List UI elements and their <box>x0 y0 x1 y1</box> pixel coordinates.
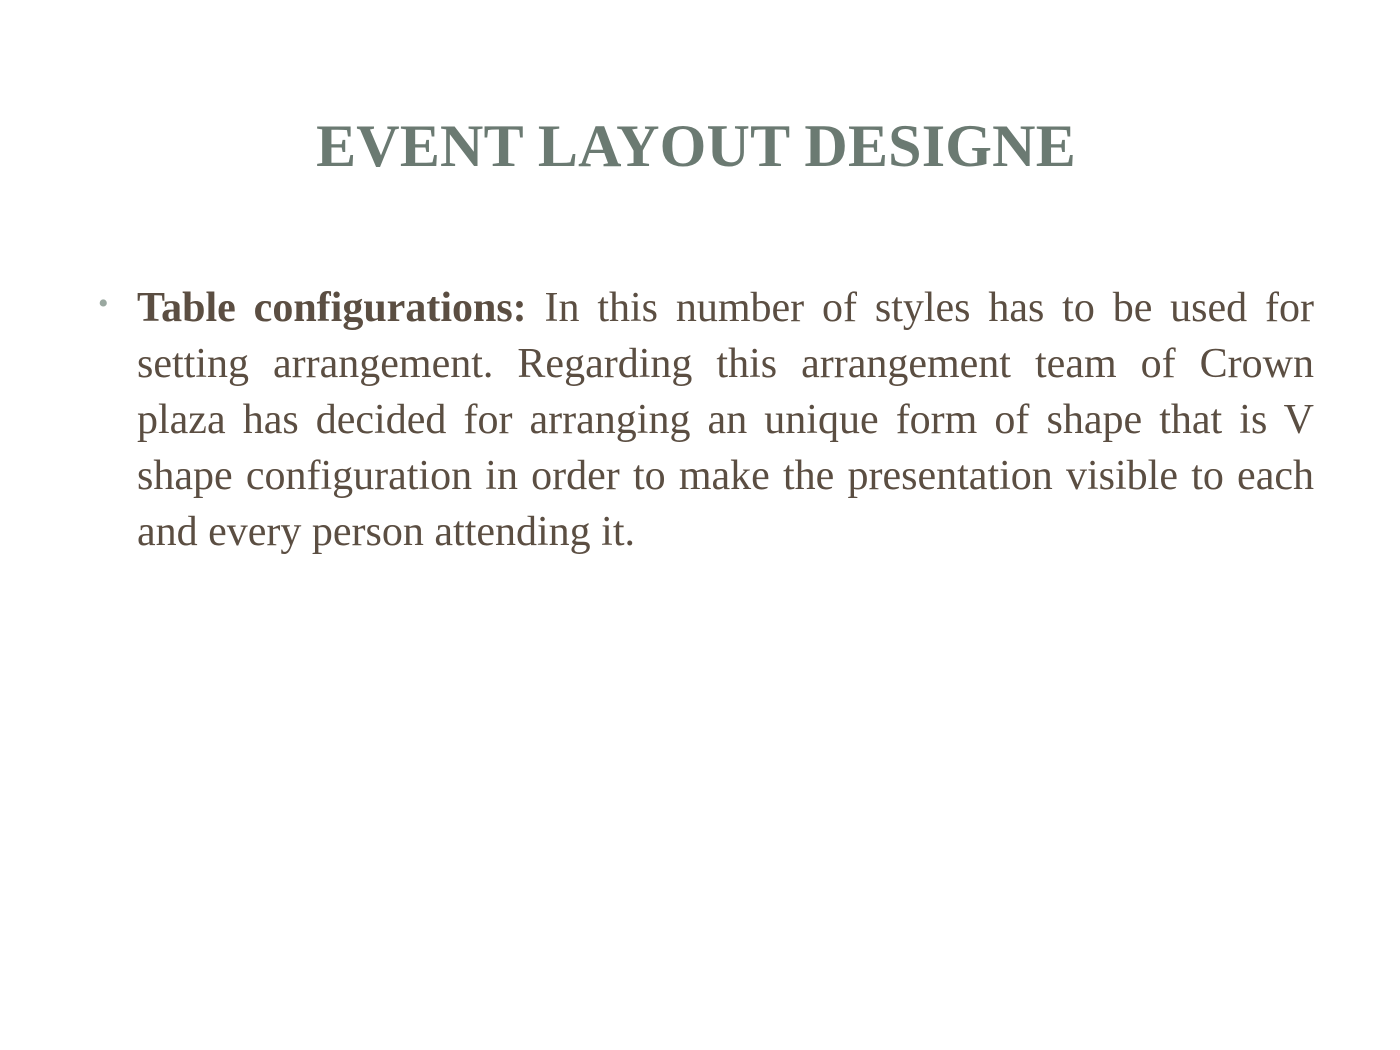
bullet-dot-icon: • <box>98 287 109 320</box>
slide-title: EVENT LAYOUT DESIGNE <box>316 113 1076 179</box>
bullet-label: Table configurations: <box>137 285 527 331</box>
bullet-text: In this number of styles has to be used for setting arrangement. Regarding this arrangement team of Crown plaza has decided for arranging an unique form of shape that is V shape configuration in order to make the presentation visible to each and every person attending it. <box>137 285 1314 555</box>
bullet-list <box>98 280 1314 560</box>
bullet-item-table-configurations <box>98 280 1314 560</box>
